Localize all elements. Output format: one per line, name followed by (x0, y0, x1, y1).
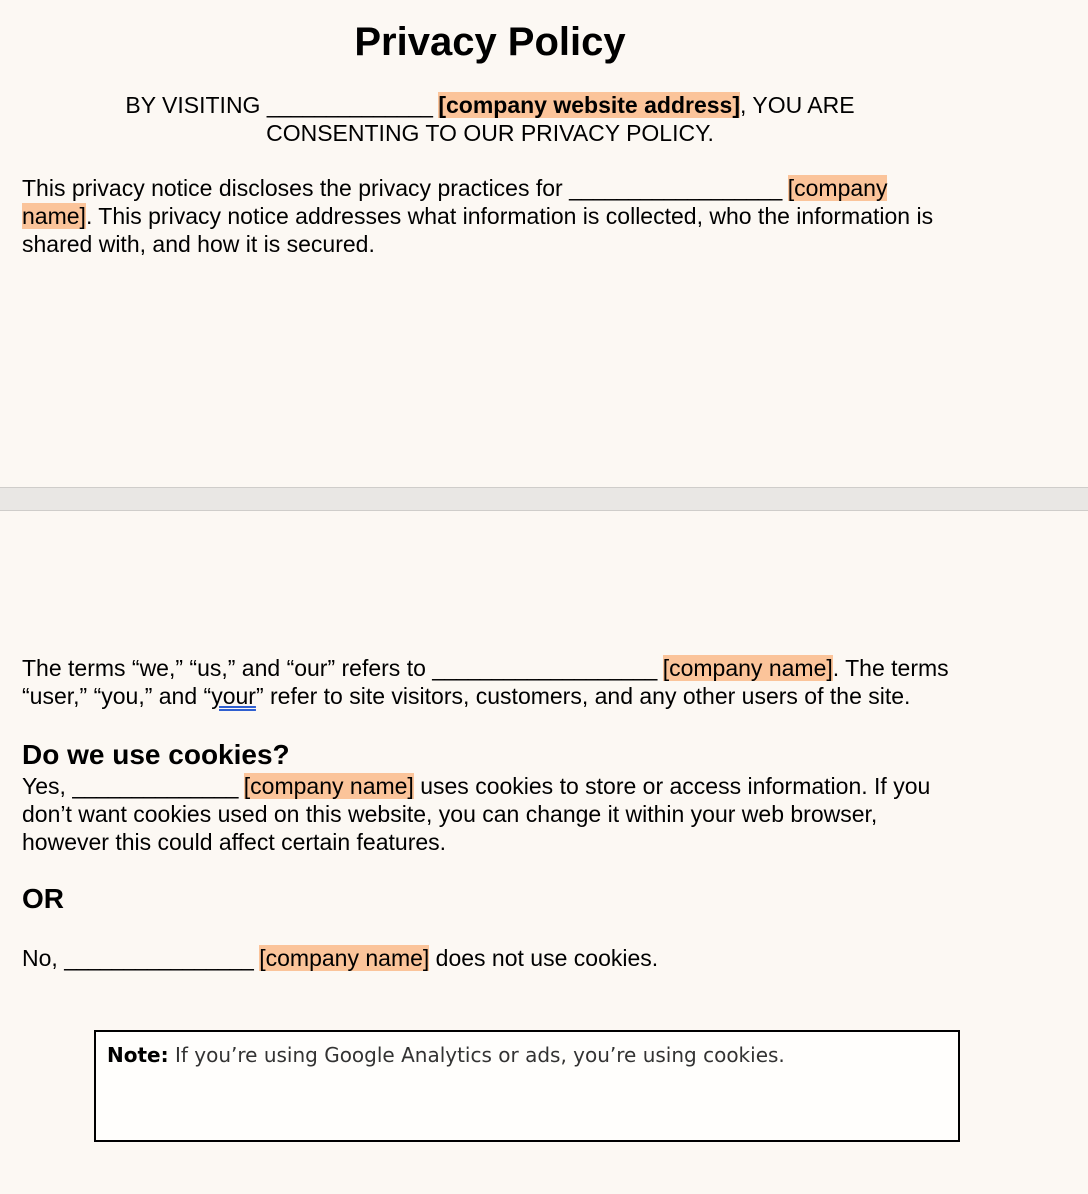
intro-text-1: This privacy notice discloses the privacy practices for (22, 175, 563, 201)
cookies-yes-blank: ______________ (72, 773, 238, 799)
note-text: If you’re using Google Analytics or ads, you’re using cookies. (168, 1043, 785, 1067)
consent-suffix: , YOU ARE CONSENTING TO OUR PRIVACY POLICY. (266, 92, 855, 146)
cookies-no-text-2: does not use cookies. (429, 945, 659, 971)
consent-prefix: BY VISITING (125, 92, 261, 118)
cookies-yes-paragraph (22, 772, 962, 856)
terms-text-1: The terms “we,” “us,” and “our” refers to (22, 655, 426, 681)
consent-statement (90, 91, 890, 147)
terms-text-2: . The terms “user,” “you,” and “ (22, 655, 949, 709)
company-website-placeholder: [company website address] (438, 92, 740, 118)
cookies-yes-text-1: Yes, (22, 773, 66, 799)
cookies-no-text-1: No, (22, 945, 58, 971)
company-name-placeholder: [company name] (259, 945, 430, 971)
terms-paragraph (22, 654, 962, 710)
company-name-placeholder: [company name] (662, 655, 833, 681)
terms-text-3: ” refer to site visitors, customers, and any other users of the site. (255, 683, 911, 709)
cookies-no-paragraph (22, 944, 962, 972)
page-break (0, 487, 1088, 511)
cookies-no-blank: ________________ (64, 945, 253, 971)
company-name-placeholder: [company name] (243, 773, 414, 799)
note-label: Note: (107, 1043, 169, 1067)
intro-paragraph (22, 174, 962, 258)
intro-blank: __________________ (569, 175, 782, 201)
consent-blank: ______________ (266, 92, 432, 118)
terms-blank: ___________________ (432, 655, 657, 681)
cookies-heading: Do we use cookies? (22, 739, 290, 770)
document-page-1 (0, 0, 1088, 487)
or-label: OR (22, 883, 64, 914)
company-name-placeholder: [company name] (22, 175, 888, 229)
cookies-yes-text-2: uses cookies to store or access information. If you don’t want cookies used on this website, you can change it within your web browser, however this could affect certain features. (22, 773, 931, 855)
document-title: Privacy Policy (354, 20, 626, 64)
document-page-2 (0, 511, 1088, 1194)
intro-text-2: . This privacy notice addresses what information is collected, who the information is shared with, and how it is secured. (22, 203, 934, 257)
spellcheck-flagged-word[interactable]: your (211, 683, 256, 709)
note-box (94, 1030, 960, 1142)
